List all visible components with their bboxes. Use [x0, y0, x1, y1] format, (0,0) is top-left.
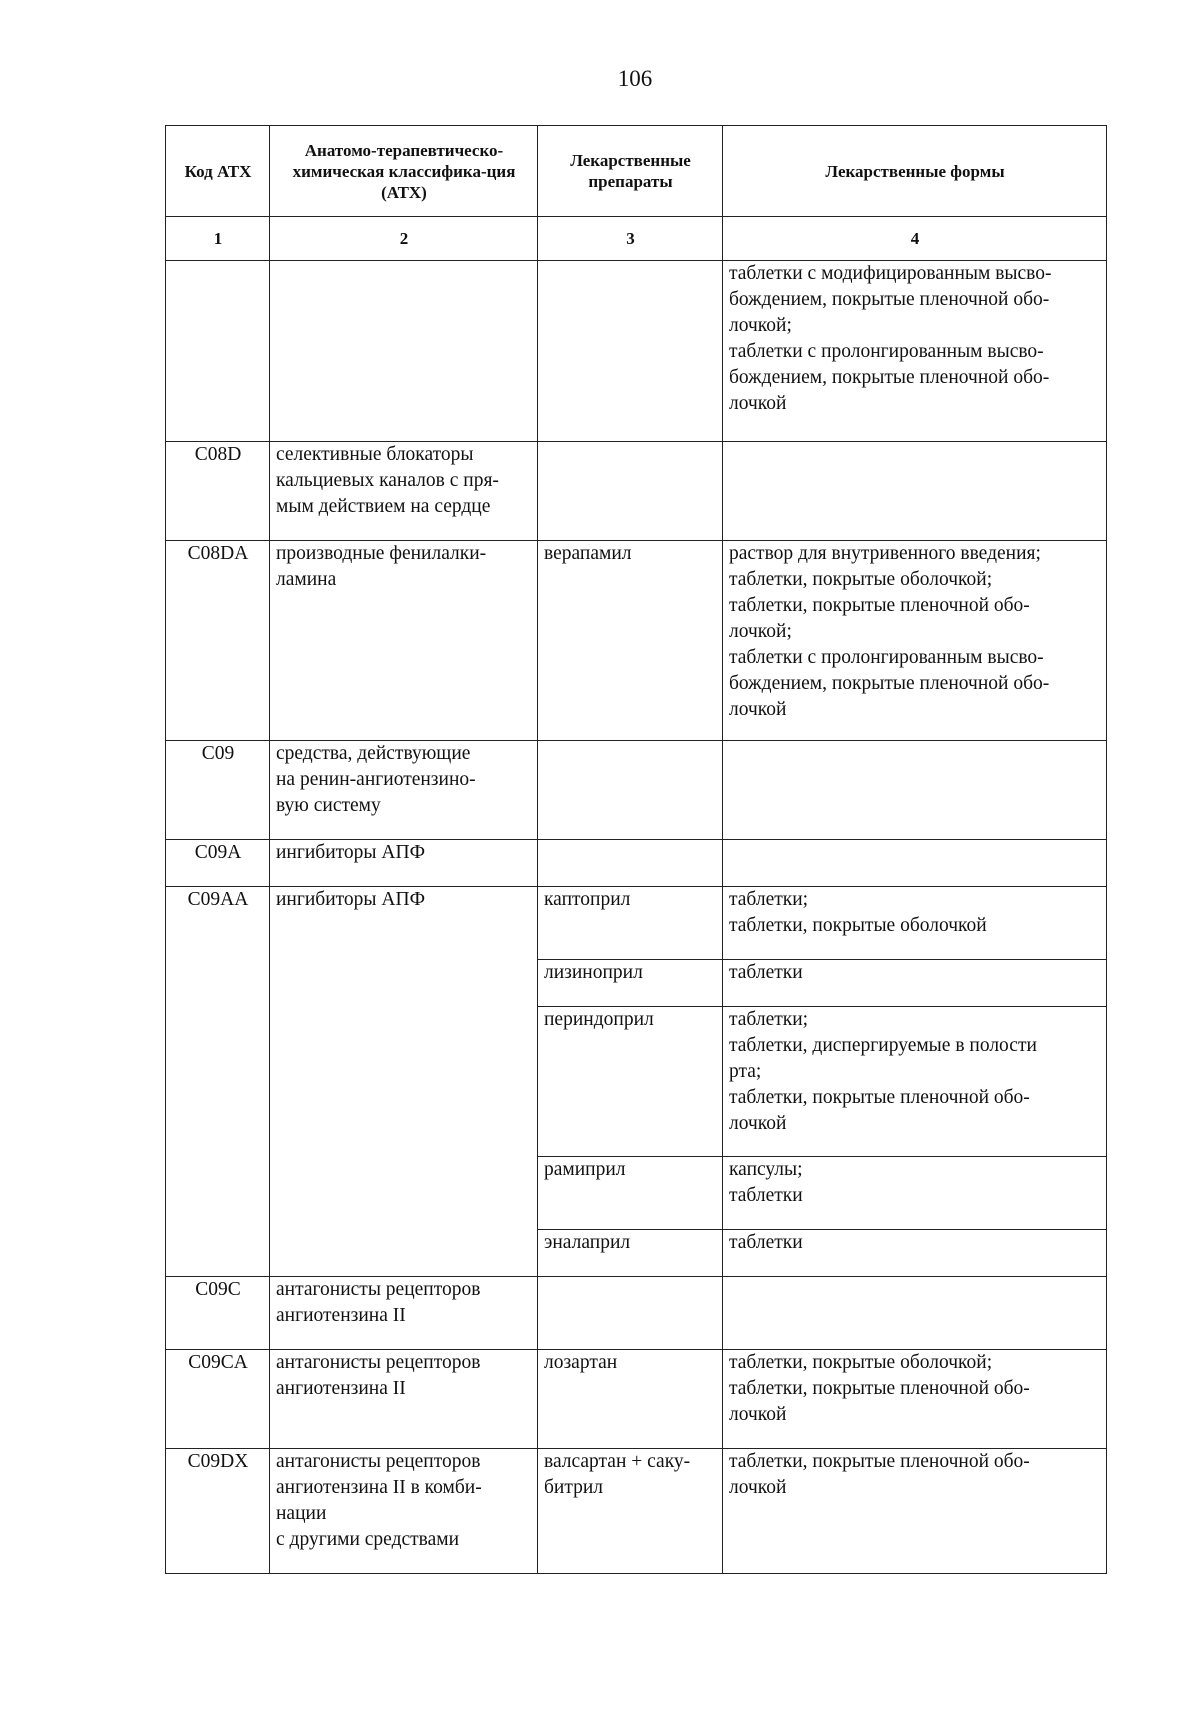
header-drugs: Лекарственные препараты [538, 126, 723, 217]
form-line: таблетки с пролонгированным высво- [729, 647, 1044, 668]
form-line: таблетки, покрытые оболочкой [729, 915, 987, 936]
form-line: таблетки, покрытые оболочкой; [729, 569, 993, 590]
form-line: капсулы; [729, 1159, 803, 1180]
form-line: рта; [729, 1061, 762, 1082]
dosage-form-cell [723, 741, 1107, 840]
form-line: лочкой [729, 1404, 787, 1425]
drug-cell: эналаприл [538, 1230, 723, 1277]
drug-cell [538, 442, 723, 541]
form-line: таблетки; [729, 889, 809, 910]
form-line: таблетки [729, 962, 803, 983]
class-line: ангиотензина II [276, 1305, 406, 1326]
class-line: вую систему [276, 795, 381, 816]
table-row [166, 442, 1107, 541]
atc-class-cell [270, 442, 538, 541]
class-line: на ренин-ангиотензино- [276, 769, 476, 790]
dosage-form-cell [723, 1157, 1107, 1230]
drug-cell: верапамил [538, 541, 723, 741]
dosage-form-cell [723, 261, 1107, 442]
dosage-form-cell [723, 442, 1107, 541]
table-row [166, 1277, 1107, 1350]
table-row [166, 261, 1107, 442]
drug-cell: рамиприл [538, 1157, 723, 1230]
class-line: антагонисты рецепторов [276, 1352, 481, 1373]
form-line: бождением, покрытые пленочной обо- [729, 289, 1050, 310]
header-atc-code: Код АТХ [166, 126, 270, 217]
form-line: лочкой [729, 393, 787, 414]
form-line: таблетки; [729, 1009, 809, 1030]
header-row [166, 126, 1107, 217]
class-line: производные фенилалки- [276, 543, 487, 564]
atc-class-cell [270, 1277, 538, 1350]
drug-cell: лозартан [538, 1350, 723, 1449]
drug-cell: каптоприл [538, 887, 723, 960]
class-line: ламина [276, 569, 337, 590]
form-line: лочкой [729, 1113, 787, 1134]
page-number: 106 [617, 66, 653, 91]
class-line: ингибиторы АПФ [276, 889, 425, 910]
atc-code-cell: C09C [166, 1277, 270, 1350]
class-line: антагонисты рецепторов [276, 1279, 481, 1300]
form-line: лочкой; [729, 315, 792, 336]
form-line: таблетки [729, 1232, 803, 1253]
form-line: таблетки, покрытые оболочкой; [729, 1352, 993, 1373]
form-line: бождением, покрытые пленочной обо- [729, 367, 1050, 388]
form-line: лочкой; [729, 621, 792, 642]
dosage-form-cell [723, 960, 1107, 1007]
drug-cell: периндоприл [538, 1007, 723, 1157]
atc-code-cell: C09AA [166, 887, 270, 1277]
atc-class-cell [270, 1449, 538, 1574]
column-number: 4 [723, 217, 1107, 261]
class-line: мым действием на сердце [276, 496, 491, 517]
column-number: 2 [270, 217, 538, 261]
table-row [166, 1449, 1107, 1574]
atc-code-cell: C09CA [166, 1350, 270, 1449]
table-row [166, 741, 1107, 840]
atc-code-cell: C09DX [166, 1449, 270, 1574]
drug-line: битрил [544, 1477, 604, 1498]
table-row [166, 541, 1107, 741]
class-line: антагонисты рецепторов [276, 1451, 481, 1472]
atc-class-cell [270, 840, 538, 887]
header-atc-classification: Анатомо-терапевтическо-химическая классифика-ция (АТХ) [270, 126, 538, 217]
column-number: 3 [538, 217, 723, 261]
class-line: средства, действующие [276, 743, 471, 764]
dosage-form-cell [723, 1350, 1107, 1449]
dosage-form-cell [723, 887, 1107, 960]
drug-cell [538, 1449, 723, 1574]
atc-code-cell: C08DA [166, 541, 270, 741]
class-line: селективные блокаторы [276, 444, 474, 465]
drug-cell [538, 840, 723, 887]
form-line: бождением, покрытые пленочной обо- [729, 673, 1050, 694]
class-line: ингибиторы АПФ [276, 842, 425, 863]
drug-cell: лизиноприл [538, 960, 723, 1007]
dosage-form-cell [723, 541, 1107, 741]
form-line: лочкой [729, 1477, 787, 1498]
atc-code-cell: C08D [166, 442, 270, 541]
form-line: таблетки [729, 1185, 803, 1206]
table-row [166, 887, 1107, 960]
header-dosage-forms: Лекарственные формы [723, 126, 1107, 217]
table-row [166, 1350, 1107, 1449]
column-number: 1 [166, 217, 270, 261]
class-line: ангиотензина II [276, 1378, 406, 1399]
class-line: ангиотензина II в комби- [276, 1477, 482, 1498]
form-line: таблетки, диспергируемые в полости [729, 1035, 1037, 1056]
atc-code-cell: C09 [166, 741, 270, 840]
dosage-form-cell [723, 840, 1107, 887]
dosage-form-cell [723, 1007, 1107, 1157]
form-line: таблетки, покрытые пленочной обо- [729, 595, 1030, 616]
form-line: раствор для внутривенного введения; [729, 543, 1041, 564]
atc-code-cell: C09A [166, 840, 270, 887]
form-line: таблетки, покрытые пленочной обо- [729, 1378, 1030, 1399]
atc-table [165, 125, 1107, 1574]
form-line: таблетки, покрытые пленочной обо- [729, 1451, 1030, 1472]
form-line: таблетки с пролонгированным высво- [729, 341, 1044, 362]
atc-code-cell [166, 261, 270, 442]
class-line: с другими средствами [276, 1529, 460, 1550]
dosage-form-cell [723, 1449, 1107, 1574]
form-line: таблетки с модифицированным высво- [729, 263, 1052, 284]
drug-cell [538, 741, 723, 840]
class-line: кальциевых каналов с пря- [276, 470, 499, 491]
drug-line: валсартан + саку- [544, 1451, 691, 1472]
drug-cell [538, 1277, 723, 1350]
drug-cell [538, 261, 723, 442]
class-line: нации [276, 1503, 327, 1524]
form-line: лочкой [729, 699, 787, 720]
atc-class-cell [270, 1350, 538, 1449]
dosage-form-cell [723, 1230, 1107, 1277]
column-number-row [166, 217, 1107, 261]
atc-class-cell [270, 541, 538, 741]
dosage-form-cell [723, 1277, 1107, 1350]
table-row [166, 840, 1107, 887]
atc-class-cell [270, 887, 538, 1277]
atc-class-cell [270, 261, 538, 442]
form-line: таблетки, покрытые пленочной обо- [729, 1087, 1030, 1108]
atc-class-cell [270, 741, 538, 840]
